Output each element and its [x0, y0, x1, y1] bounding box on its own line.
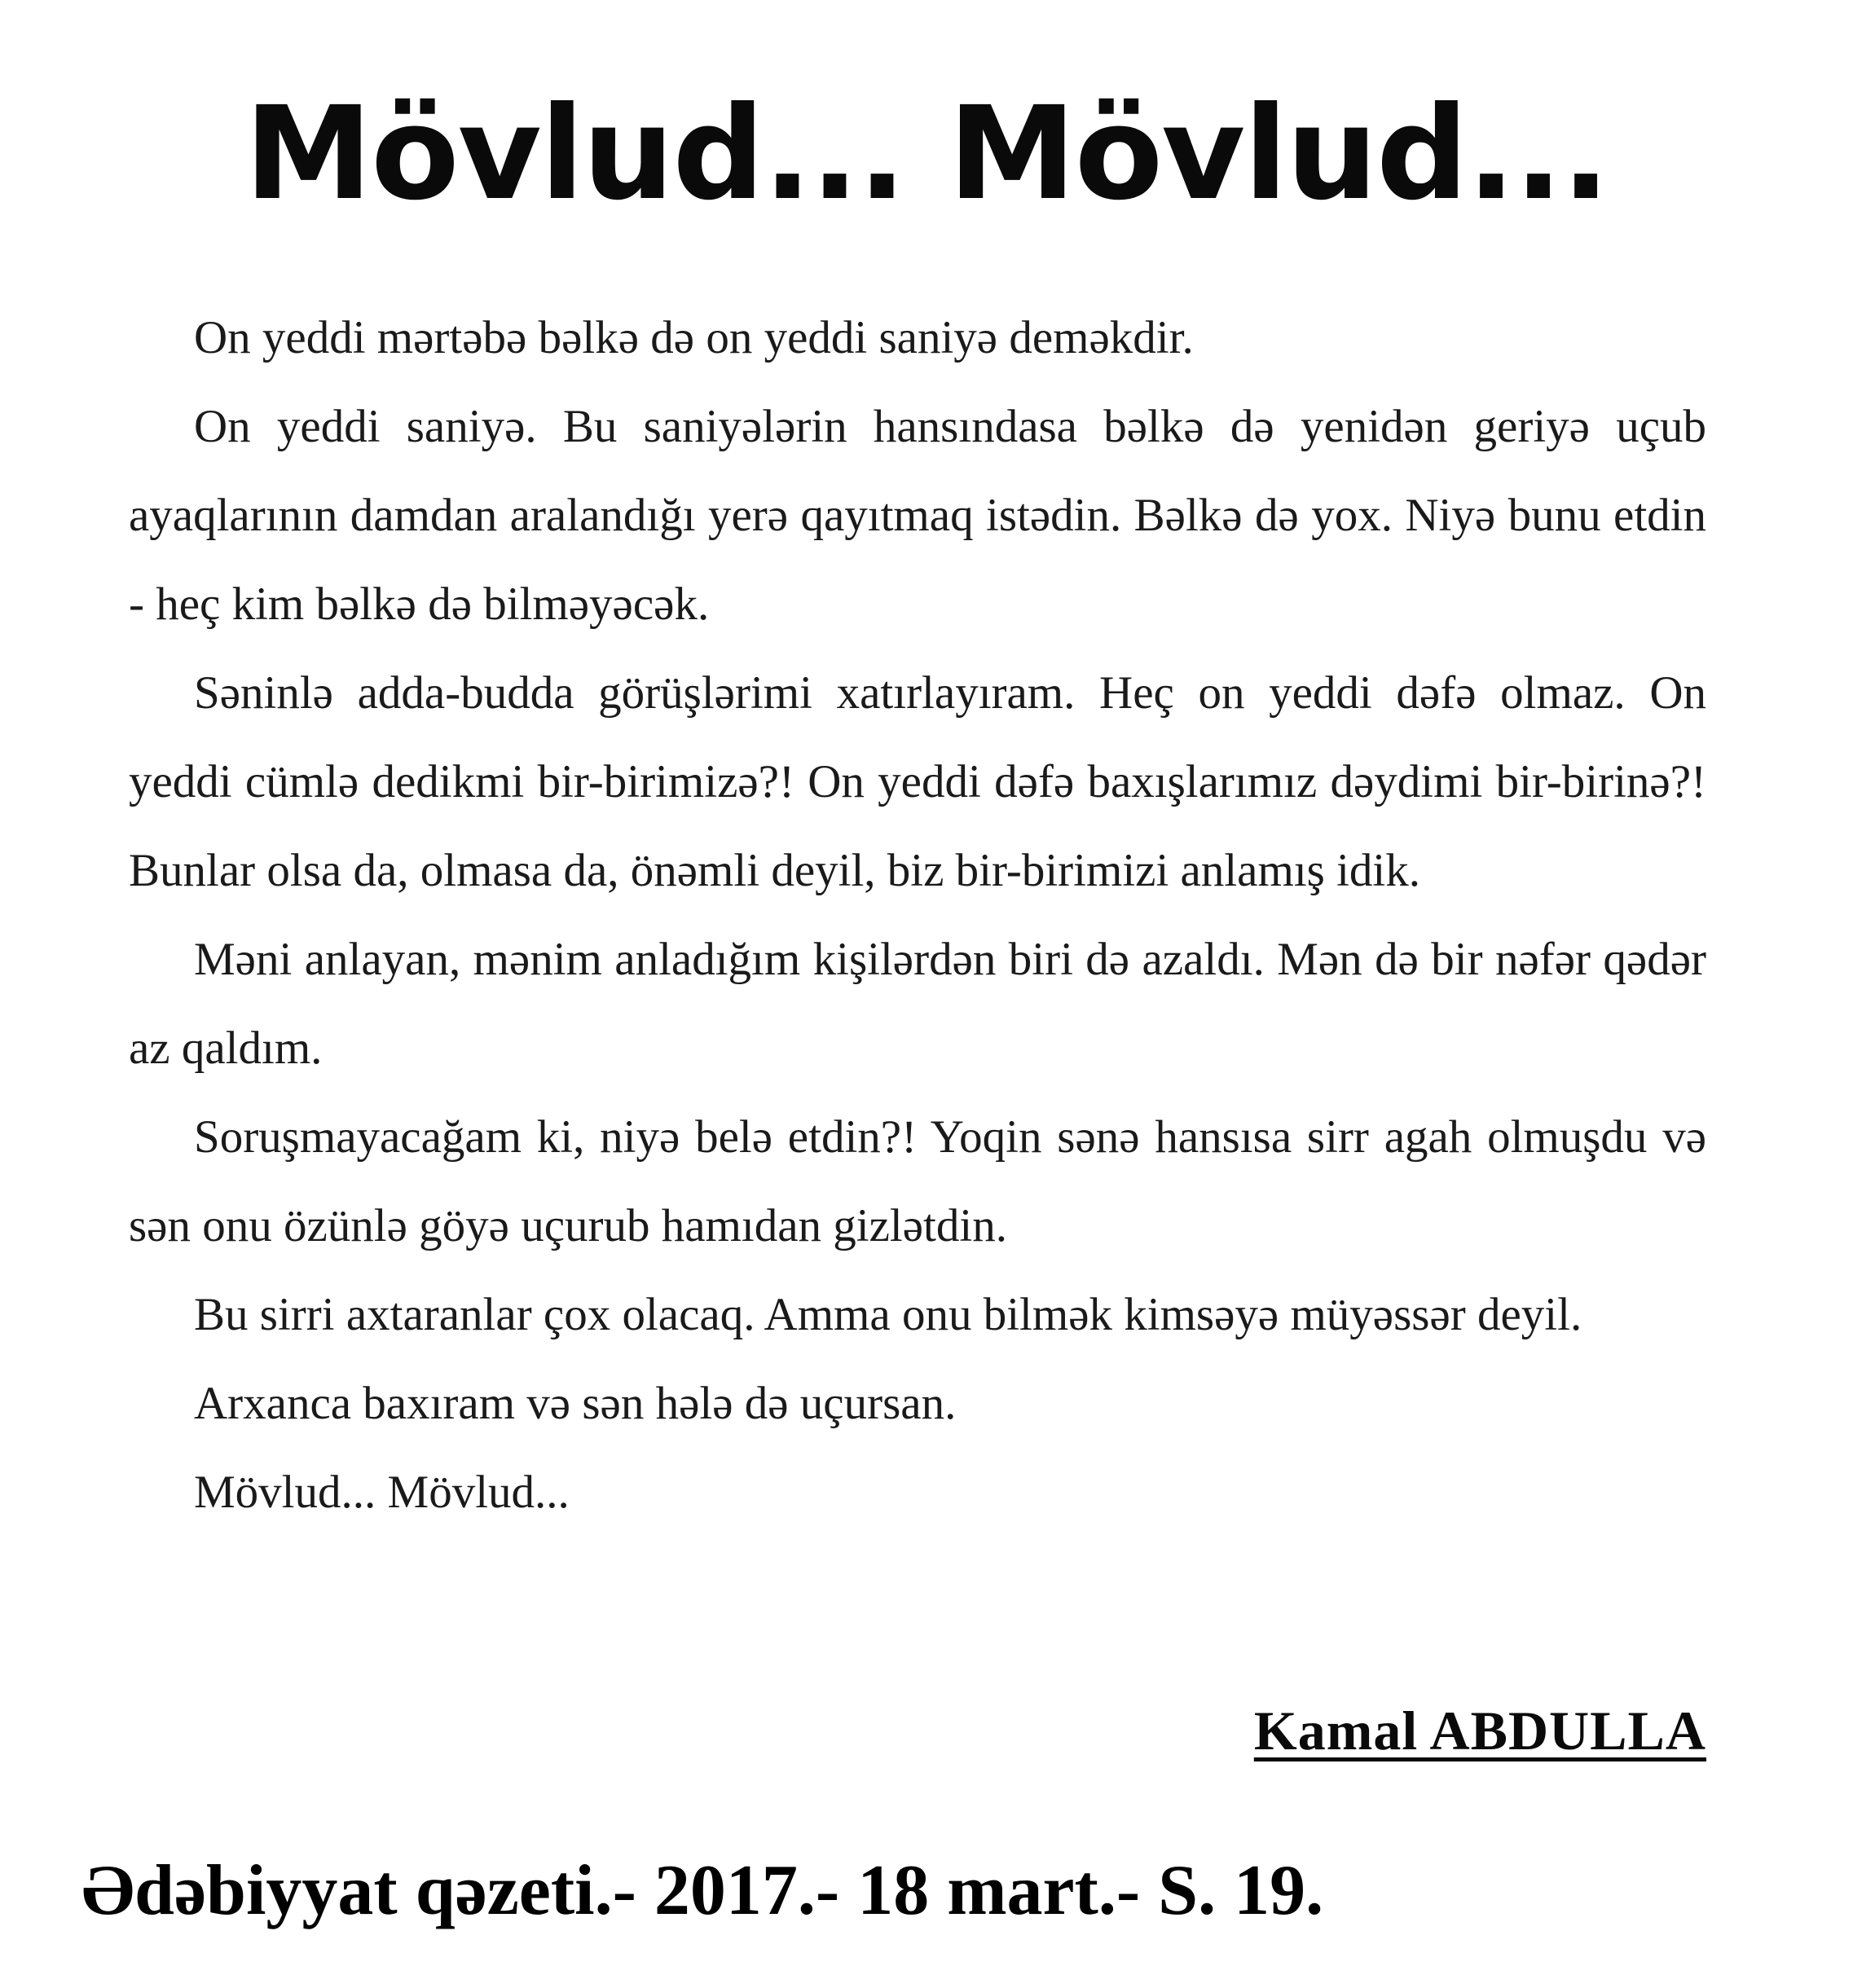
paragraph: Arxanca baxıram və sən hələ də uçursan. — [194, 1378, 957, 1429]
source-citation: Ədəbiyyat qəzeti.- 2017.- 18 mart.- S. 19. — [81, 1851, 1324, 1930]
paragraph: Səninlə adda-budda görüşlərimi xatırlayıram. Heç on yeddi dəfə olmaz. On yeddi cümlə dedikmi bir-birimizə?! On yeddi dəfə baxışlarımız dəydimi bir-birinə?! Bunlar olsa da, olmasa da, önəmli deyil, biz bir-birimizi anlamış idik. — [129, 667, 1706, 896]
paragraph: Məni anlayan, mənim anladığım kişilərdən biri də azaldı. Mən də bir nəfər qədər az qaldım. — [129, 934, 1706, 1074]
paragraph: Soruşmayacağam ki, niyə belə etdin?! Yoqin sənə hansısa sirr agah olmuşdu və sən onu özünlə göyə uçurub hamıdan gizlətdin. — [129, 1111, 1706, 1251]
paragraph: Mövlud... Mövlud... — [194, 1467, 570, 1518]
paragraph: On yeddi saniyə. Bu saniyələrin hansındasa bəlkə də yenidən geriyə uçub ayaqlarının damdan aralandığı yerə qayıtmaq istədin. Bəlkə də yox. Niyə bunu etdin - heç kim bəlkə də bilməyəcək. — [129, 401, 1706, 630]
paragraph: Bu sirri axtaranlar çox olacaq. Amma onu bilmək kimsəyə müyəssər deyil. — [194, 1289, 1582, 1340]
article-title: Mövlud... Mövlud... — [244, 79, 1609, 229]
article-body — [129, 293, 1706, 1537]
paragraph: On yeddi mərtəbə bəlkə də on yeddi saniyə deməkdir. — [194, 312, 1194, 363]
author-signature: Kamal ABDULLA — [1253, 1700, 1706, 1761]
